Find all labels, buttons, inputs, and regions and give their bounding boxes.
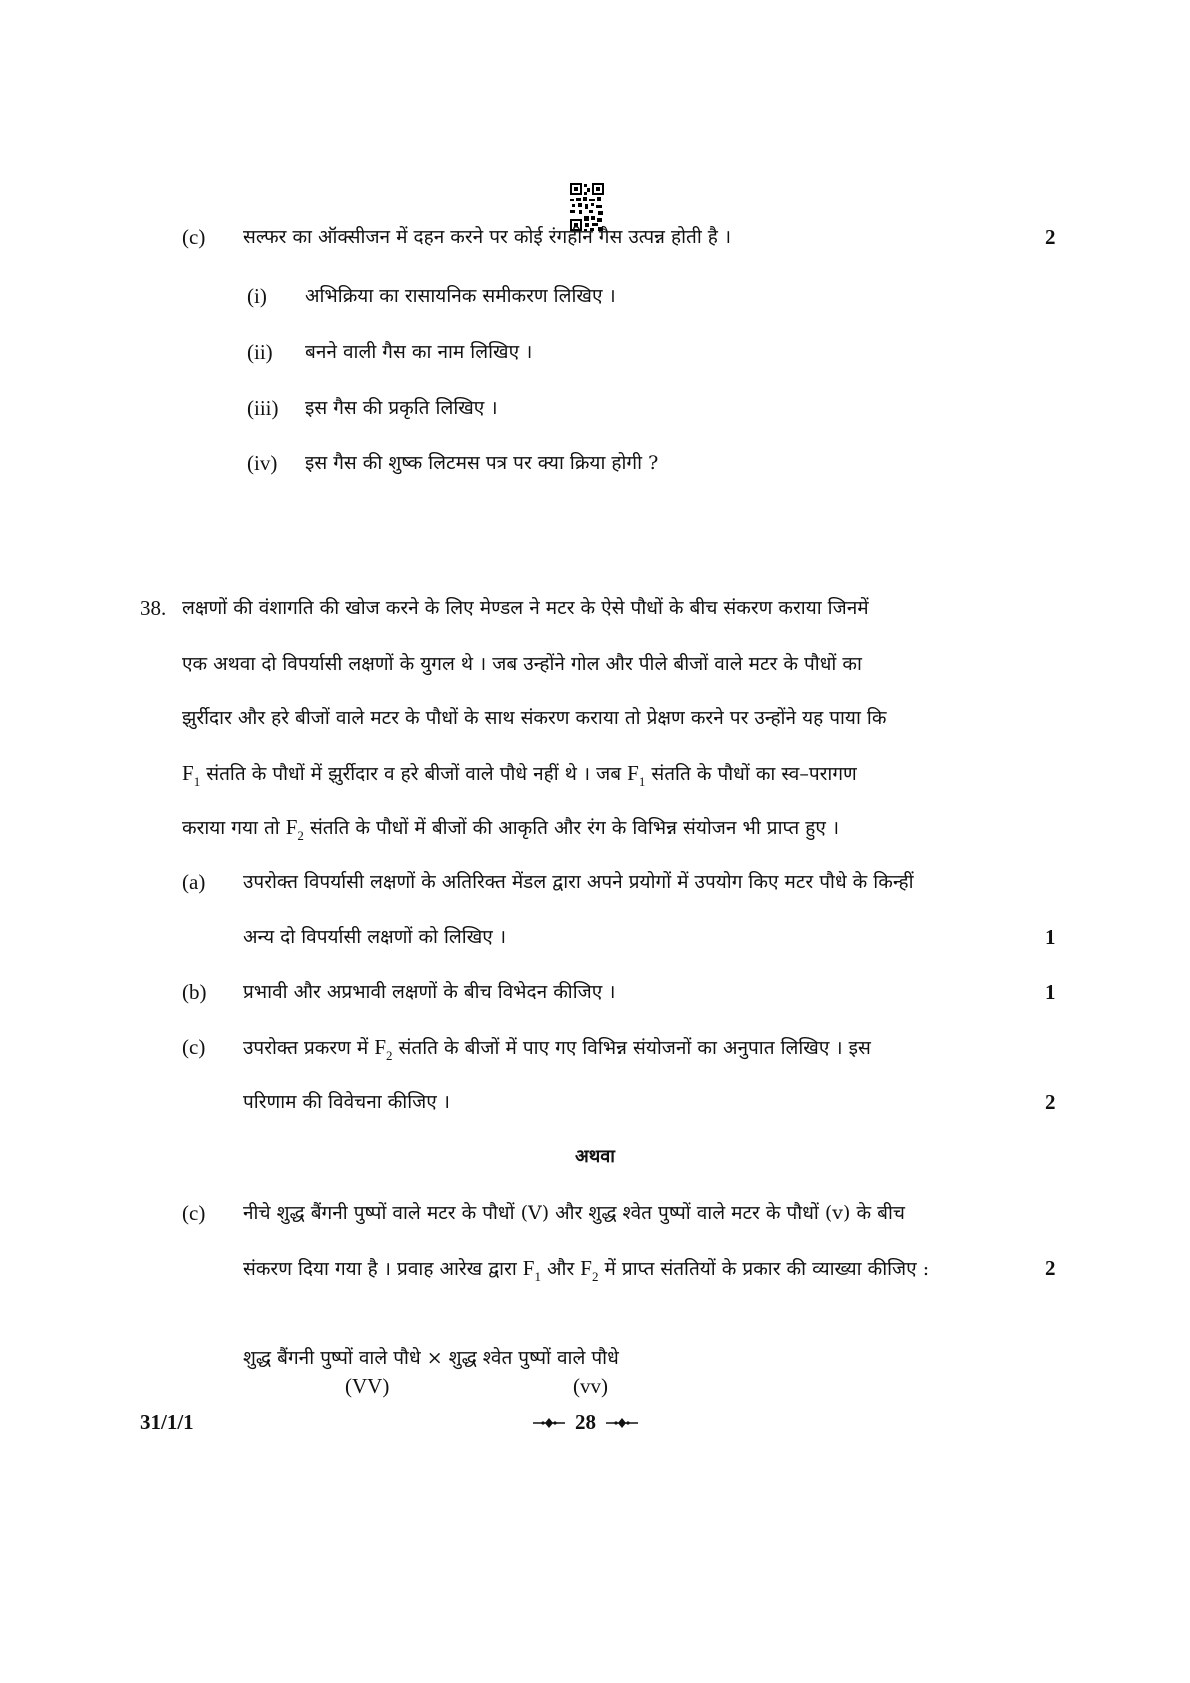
f2-symbol: F xyxy=(285,815,298,839)
f2-subscript: 2 xyxy=(591,1269,599,1284)
q38-line-5-part-1: कराया गया तो xyxy=(182,817,286,839)
f1-subscript: 1 xyxy=(534,1269,541,1284)
q37c-i-text: अभिक्रिया का रासायनिक समीकरण लिखिए । xyxy=(305,285,616,307)
q37c-label: (c) xyxy=(182,225,206,249)
q38-line-5 xyxy=(182,815,839,848)
q38c-line-1-part-2: संतति के बीजों में पाए गए विभिन्न संयोजनों का अनुपात लिखिए । इस xyxy=(392,1037,871,1059)
genotype-vv-dominant: (VV) xyxy=(345,1374,390,1398)
q37c-ii-text: बनने वाली गैस का नाम लिखिए । xyxy=(305,341,533,363)
q38-line-4-part-1: संतति के पौधों में झुर्रीदार व हरे बीजों वाले पौधे नहीं थे । जब xyxy=(200,763,628,785)
q38-line-3: झुर्रीदार और हरे बीजों वाले मटर के पौधों के साथ संकरण कराया तो प्रेक्षण करने पर उन्होंने यह पाया कि xyxy=(182,707,887,729)
page-number: 28 xyxy=(575,1410,596,1434)
q38b-text: प्रभावी और अप्रभावी लक्षणों के बीच विभेदन कीजिए । xyxy=(243,981,616,1003)
q38c-marks: 2 xyxy=(1045,1090,1056,1114)
q38c-line-2: परिणाम की विवेचना कीजिए । xyxy=(243,1091,450,1113)
f2-symbol: F xyxy=(580,1256,592,1280)
q37c-marks: 2 xyxy=(1045,225,1056,249)
q38b-label: (b) xyxy=(182,980,207,1004)
q38a-marks: 1 xyxy=(1045,925,1056,949)
q38c-line-1 xyxy=(243,1035,871,1068)
q37c-i-label: (i) xyxy=(247,284,267,308)
q38a-label: (a) xyxy=(182,870,206,894)
q38-line-4 xyxy=(182,761,857,794)
ornament-left-icon xyxy=(533,1417,565,1429)
f1-subscript: 1 xyxy=(193,774,201,789)
q37c-text: सल्फर का ऑक्सीजन में दहन करने पर कोई रंगहीन गैस उत्पन्न होती है । xyxy=(243,226,732,248)
q38c-alt-line-2-mid: और xyxy=(540,1258,581,1280)
f2-symbol: F xyxy=(374,1035,386,1059)
q37c-iv-label: (iv) xyxy=(247,451,278,475)
q37c-iii-text: इस गैस की प्रकृति लिखिए । xyxy=(305,397,498,419)
f1-subscript: 1 xyxy=(638,774,646,789)
q38a-line-1: उपरोक्त विपर्यासी लक्षणों के अतिरिक्त मेंडल द्वारा अपने प्रयोगों में उपयोग किए मटर पौधे के किन्हीं xyxy=(243,871,914,893)
f1-symbol: F xyxy=(627,761,639,785)
q37c-ii-label: (ii) xyxy=(247,340,273,364)
f2-subscript: 2 xyxy=(386,1048,393,1063)
or-heading: अथवा xyxy=(575,1146,615,1167)
f1-symbol: F xyxy=(182,761,194,785)
q37c-iv-text: इस गैस की शुष्क लिटमस पत्र पर क्या क्रिया होगी ? xyxy=(305,452,659,474)
genotype-vv-recessive: (vv) xyxy=(573,1374,608,1398)
q38b-marks: 1 xyxy=(1045,980,1056,1004)
q38c-alt-line-2-part-2: में प्राप्त संततियों के प्रकार की व्याख्या कीजिए : xyxy=(598,1258,930,1280)
q38c-label: (c) xyxy=(182,1035,206,1059)
ornament-right-icon xyxy=(606,1417,638,1429)
q38-line-2: एक अथवा दो विपर्यासी लक्षणों के युगल थे । जब उन्होंने गोल और पीले बीजों वाले मटर के पौधों का xyxy=(182,653,862,675)
q38c-alt-line-2 xyxy=(243,1256,929,1289)
q37c-iii-label: (iii) xyxy=(247,396,279,420)
q38-number: 38. xyxy=(140,596,167,620)
q38-line-5-part-2: संतति के पौधों में बीजों की आकृति और रंग के विभिन्न संयोजन भी प्राप्त हुए । xyxy=(303,817,840,839)
f2-subscript: 2 xyxy=(297,828,304,843)
cross-statement: शुद्ध बैंगनी पुष्पों वाले पौधे × शुद्ध श्वेत पुष्पों वाले पौधे xyxy=(243,1347,619,1369)
q38c-line-1-part-1: उपरोक्त प्रकरण में xyxy=(243,1037,375,1059)
q38-line-1: लक्षणों की वंशागति की खोज करने के लिए मेण्डल ने मटर के ऐसे पौधों के बीच संकरण कराया जिनमें xyxy=(182,597,869,619)
f1-symbol: F xyxy=(522,1256,535,1280)
q38c-alt-line-1: नीचे शुद्ध बैंगनी पुष्पों वाले मटर के पौधों (V) और शुद्ध श्वेत पुष्पों वाले मटर के पौधों (v) के बीच xyxy=(243,1202,905,1224)
page-number-group xyxy=(533,1410,638,1435)
q38-line-4-part-2: संतति के पौधों का स्व–परागण xyxy=(645,763,857,785)
q38a-line-2: अन्य दो विपर्यासी लक्षणों को लिखिए । xyxy=(243,926,507,948)
q38c-alt-label: (c) xyxy=(182,1201,206,1225)
q38c-alt-line-2-part-1: संकरण दिया गया है । प्रवाह आरेख द्वारा xyxy=(243,1258,523,1280)
q38c-alt-marks: 2 xyxy=(1045,1256,1056,1280)
paper-code: 31/1/1 xyxy=(140,1410,194,1434)
